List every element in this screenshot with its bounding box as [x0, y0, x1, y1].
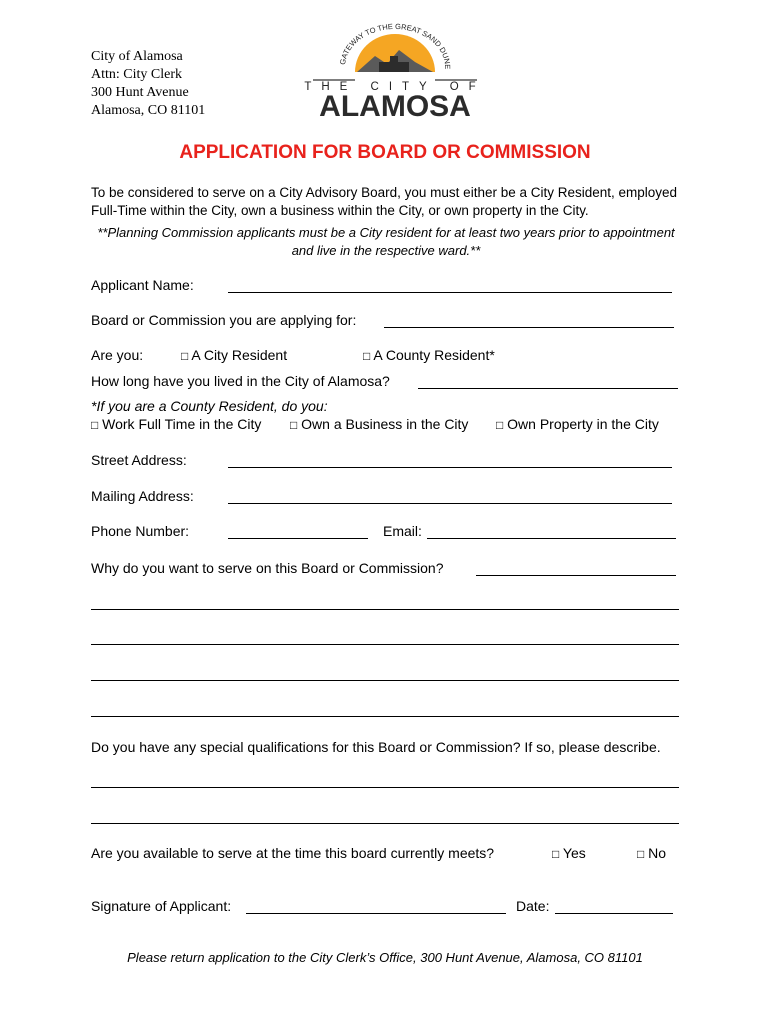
- planning-commission-note: **Planning Commission applicants must be a City resident for at least two years prior to appointment and live in the respective ward.**: [97, 225, 675, 258]
- why-serve-label: Why do you want to serve on this Board or Commission?: [91, 560, 444, 576]
- own-property-option[interactable]: [496, 416, 659, 432]
- address-line: Attn: City Clerk: [91, 67, 182, 82]
- applicant-name-label: Applicant Name:: [91, 277, 194, 293]
- city-resident-option[interactable]: [181, 347, 287, 363]
- mailing-address-label: Mailing Address:: [91, 488, 194, 504]
- answer-line[interactable]: [91, 823, 679, 824]
- email-field[interactable]: [427, 525, 676, 539]
- checkbox-icon[interactable]: □: [363, 349, 371, 363]
- yes-label: Yes: [562, 845, 586, 861]
- answer-line[interactable]: [91, 787, 679, 788]
- mailing-address-block: [91, 48, 205, 120]
- address-line: 300 Hunt Avenue: [91, 85, 189, 100]
- checkbox-icon[interactable]: □: [637, 847, 645, 861]
- logo-arc-text: GATEWAY TO THE GREAT SAND DUNE: [338, 22, 453, 70]
- street-address-label: Street Address:: [91, 452, 187, 468]
- answer-line[interactable]: [91, 644, 679, 645]
- answer-line[interactable]: [91, 609, 679, 610]
- how-long-field[interactable]: [418, 375, 678, 389]
- no-option[interactable]: [637, 845, 666, 861]
- county-resident-option[interactable]: [363, 347, 495, 363]
- are-you-label: Are you:: [91, 347, 144, 363]
- checkbox-icon[interactable]: □: [552, 847, 560, 861]
- work-full-time-option[interactable]: [91, 416, 261, 432]
- address-line: Alamosa, CO 81101: [91, 103, 206, 118]
- date-label: Date:: [516, 898, 550, 914]
- work-full-time-label: Work Full Time in the City: [102, 416, 262, 432]
- email-label: Email:: [383, 523, 422, 539]
- availability-label: Are you available to serve at the time this board currently meets?: [91, 845, 495, 861]
- own-business-label: Own a Business in the City: [301, 416, 469, 432]
- county-resident-label: A County Resident*: [373, 347, 495, 363]
- logo-name: ALAMOSA: [319, 90, 471, 122]
- applicant-name-field[interactable]: [228, 279, 672, 293]
- street-address-field[interactable]: [228, 454, 672, 468]
- own-property-label: Own Property in the City: [507, 416, 659, 432]
- county-question: *If you are a County Resident, do you:: [91, 398, 328, 414]
- qualifications-label: Do you have any special qualifications for this Board or Commission? If so, please describe.: [91, 739, 661, 755]
- phone-field[interactable]: [228, 525, 368, 539]
- return-instructions: Please return application to the City Clerk’s Office, 300 Hunt Avenue, Alamosa, CO 81101: [127, 950, 643, 965]
- board-label: Board or Commission you are applying for:: [91, 312, 357, 328]
- checkbox-icon[interactable]: □: [181, 349, 189, 363]
- board-field[interactable]: [384, 314, 674, 328]
- how-long-label: How long have you lived in the City of Alamosa?: [91, 373, 390, 389]
- answer-line[interactable]: [91, 716, 679, 717]
- mailing-address-field[interactable]: [228, 490, 672, 504]
- city-resident-label: A City Resident: [191, 347, 288, 363]
- city-logo: [295, 22, 495, 122]
- address-line: City of Alamosa: [91, 49, 183, 64]
- signature-field[interactable]: [246, 900, 506, 914]
- page-title: APPLICATION FOR BOARD OR COMMISSION: [179, 142, 591, 163]
- phone-label: Phone Number:: [91, 523, 190, 539]
- logo-the-city-of: THE CITY OF: [304, 81, 486, 93]
- answer-line[interactable]: [91, 680, 679, 681]
- no-label: No: [648, 845, 667, 861]
- checkbox-icon[interactable]: □: [496, 418, 504, 432]
- own-business-option[interactable]: [290, 416, 468, 432]
- checkbox-icon[interactable]: □: [91, 418, 99, 432]
- why-serve-field[interactable]: [476, 562, 676, 576]
- checkbox-icon[interactable]: □: [290, 418, 298, 432]
- yes-option[interactable]: [552, 845, 586, 861]
- signature-label: Signature of Applicant:: [91, 898, 232, 914]
- date-field[interactable]: [555, 900, 673, 914]
- eligibility-intro: To be considered to serve on a City Advisory Board, you must either be a City Resident, employed Full-Time within the City, own a business within the City, or own property in the City.: [91, 185, 678, 218]
